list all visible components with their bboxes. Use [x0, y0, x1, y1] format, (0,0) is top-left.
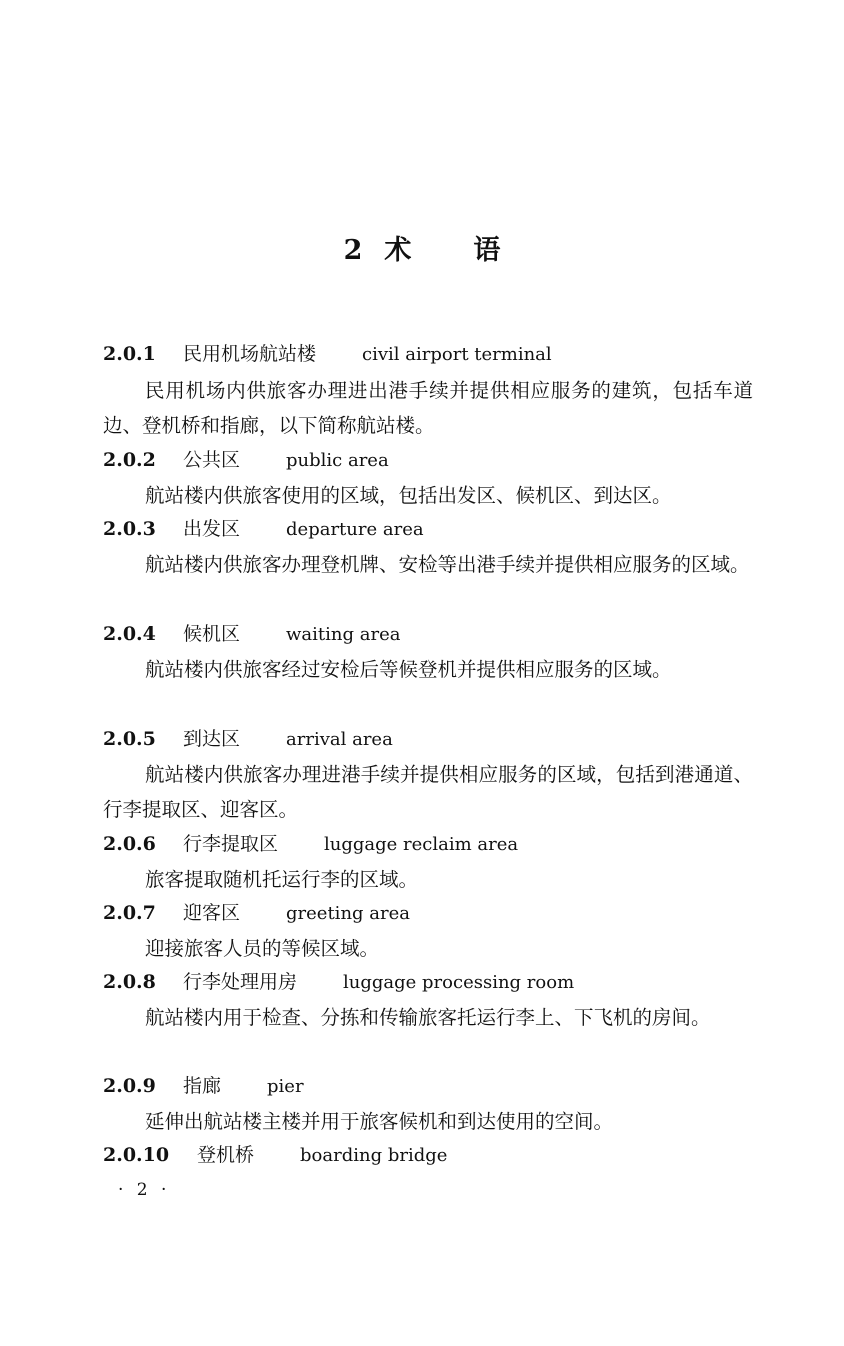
term-code: 2.0.10	[103, 1144, 170, 1166]
term-heading	[103, 726, 393, 752]
term-heading	[103, 516, 424, 542]
term-zh: 候机区	[183, 623, 241, 645]
term-zh: 行李提取区	[183, 833, 279, 855]
term-code: 2.0.6	[103, 833, 156, 855]
term-heading	[103, 1142, 447, 1168]
chapter-number: 2	[343, 235, 363, 266]
term-en: waiting area	[286, 624, 401, 645]
term-definition: 航站楼内供旅客使用的区域，包括出发区、候机区、到达区。	[145, 484, 672, 507]
term-code: 2.0.4	[103, 623, 156, 645]
term-definition: 迎接旅客人员的等候区域。	[145, 937, 380, 960]
term-heading	[103, 1073, 304, 1099]
term-heading	[103, 447, 389, 473]
term-en: public area	[286, 450, 389, 471]
term-en: luggage reclaim area	[324, 834, 519, 855]
term-zh: 迎客区	[183, 902, 241, 924]
term-code: 2.0.7	[103, 902, 156, 924]
term-definition: 航站楼内供旅客办理登机牌、安检等出港手续并提供相应服务的区域。	[145, 553, 750, 576]
term-zh: 到达区	[183, 728, 241, 750]
term-code: 2.0.2	[103, 449, 156, 471]
chapter-title	[0, 228, 844, 267]
term-zh: 行李处理用房	[183, 971, 298, 993]
term-definition: 航站楼内供旅客办理进港手续并提供相应服务的区域，包括到港通道、行李提取区、迎客区。	[103, 763, 753, 821]
term-definition: 航站楼内供旅客经过安检后等候登机并提供相应服务的区域。	[145, 658, 672, 681]
chapter-title-char-1: 术	[384, 235, 412, 266]
term-heading	[103, 831, 518, 857]
term-en: boarding bridge	[300, 1145, 448, 1166]
term-zh: 民用机场航站楼	[183, 343, 317, 365]
term-code: 2.0.1	[103, 343, 156, 365]
term-en: pier	[267, 1076, 304, 1097]
term-zh: 公共区	[183, 449, 241, 471]
term-heading	[103, 969, 574, 995]
term-heading	[103, 900, 410, 926]
term-definition: 旅客提取随机托运行李的区域。	[145, 868, 419, 891]
term-definition: 民用机场内供旅客办理进出港手续并提供相应服务的建筑，包括车道边、登机桥和指廊，以下简称航站楼。	[103, 379, 753, 437]
term-definition: 延伸出航站楼主楼并用于旅客候机和到达使用的空间。	[145, 1110, 614, 1133]
term-heading	[103, 621, 400, 647]
term-en: departure area	[286, 519, 424, 540]
term-en: civil airport terminal	[362, 344, 552, 365]
term-heading	[103, 341, 552, 367]
term-zh: 登机桥	[197, 1144, 255, 1166]
term-en: luggage processing room	[343, 972, 575, 993]
term-code: 2.0.8	[103, 971, 156, 993]
term-definition: 航站楼内用于检查、分拣和传输旅客托运行李上、下飞机的房间。	[145, 1006, 711, 1029]
term-zh: 出发区	[183, 518, 241, 540]
term-code: 2.0.9	[103, 1075, 156, 1097]
term-en: arrival area	[286, 729, 393, 750]
term-code: 2.0.3	[103, 518, 156, 540]
chapter-title-char-2: 语	[473, 235, 501, 266]
term-en: greeting area	[286, 903, 410, 924]
term-code: 2.0.5	[103, 728, 156, 750]
page-number: · 2 ·	[118, 1180, 171, 1200]
term-zh: 指廊	[183, 1075, 222, 1097]
